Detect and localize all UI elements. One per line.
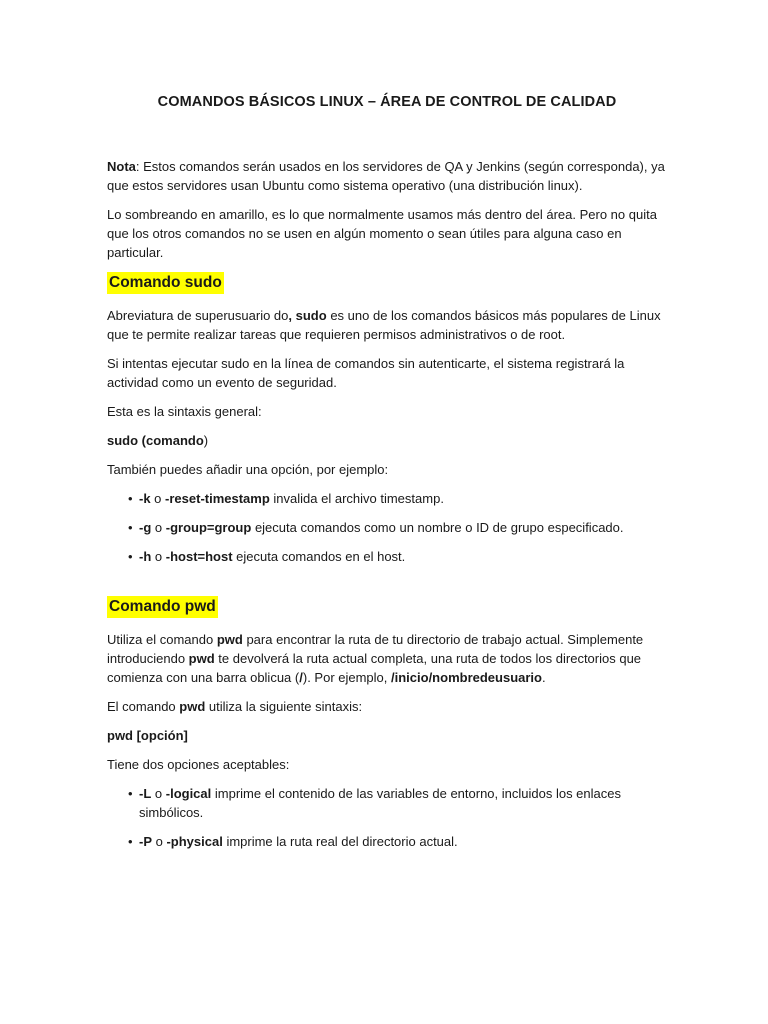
option-short: -P <box>139 834 152 849</box>
sudo-desc-text: Abreviatura de superusuario do <box>107 308 289 323</box>
option-description: invalida el archivo timestamp. <box>269 491 444 506</box>
pwd-desc-text-2: para encontrar la ruta de tu directorio de trabajo actual. Simplemente introduciendo <box>107 632 644 666</box>
pwd-description <box>107 630 667 687</box>
option-short: -g <box>139 520 152 535</box>
option-separator: o <box>152 834 167 849</box>
note-paragraph <box>107 157 667 195</box>
option-description: ejecuta comandos como un nombre o ID de grupo especificado. <box>251 520 624 535</box>
pwd-syntax-text: El comando <box>107 699 180 714</box>
option-long: -physical <box>166 834 223 849</box>
sudo-syntax-intro: Esta es la sintaxis general: <box>107 404 262 419</box>
option-description: imprime la ruta real del directorio actual. <box>222 834 458 849</box>
option-separator: o <box>151 520 166 535</box>
option-description: ejecuta comandos en el host. <box>232 549 406 564</box>
list-item <box>107 784 667 822</box>
sudo-security-paragraph: Si intentas ejecutar sudo en la línea de comandos sin autenticarte, el sistema registrará la actividad como un evento de seguridad. <box>107 356 625 390</box>
pwd-command-name: pwd <box>216 632 243 647</box>
option-long: -logical <box>165 786 212 801</box>
list-item <box>107 547 667 566</box>
bullet-icon: • <box>128 549 133 564</box>
list-item <box>107 832 667 851</box>
bullet-icon: • <box>128 786 133 801</box>
pwd-syntax <box>107 726 667 745</box>
bullet-icon: • <box>128 520 133 535</box>
pwd-slash: / <box>299 670 303 685</box>
option-description: imprime el contenido de las variables de entorno, incluidos los enlaces simbólicos. <box>139 786 621 820</box>
option-long: -host=host <box>165 549 233 564</box>
pwd-example-path: /inicio/nombredeusuario <box>391 670 542 685</box>
section-sudo <box>107 272 667 306</box>
option-long: -reset-timestamp <box>165 491 270 506</box>
option-short: -k <box>139 491 151 506</box>
list-item <box>107 489 667 508</box>
pwd-options-intro: Tiene dos opciones aceptables: <box>107 757 290 772</box>
pwd-syntax-intro <box>107 697 667 716</box>
option-separator: o <box>151 786 166 801</box>
sudo-syntax-paren: ) <box>203 433 209 448</box>
sudo-command-name: sudo <box>295 308 327 323</box>
pwd-syntax-cmd: pwd <box>179 699 206 714</box>
sudo-options-intro: También puedes añadir una opción, por ejemplo: <box>107 462 389 477</box>
option-short: -L <box>139 786 152 801</box>
sudo-heading: Comando sudo <box>107 272 224 294</box>
pwd-heading: Comando pwd <box>107 596 218 618</box>
pwd-syntax-text-2: utiliza la siguiente sintaxis: <box>205 699 363 714</box>
document-body <box>107 93 667 861</box>
bullet-icon: • <box>128 491 133 506</box>
pwd-syntax-code: pwd [opción] <box>107 728 188 743</box>
document-title: COMANDOS BÁSICOS LINUX – ÁREA DE CONTROL DE CALIDAD <box>157 94 617 110</box>
sudo-syntax-code: sudo (comando <box>107 433 204 448</box>
pwd-command-name-2: pwd <box>188 651 215 666</box>
bullet-icon: • <box>128 834 133 849</box>
intro-paragraph: Lo sombreando en amarillo, es lo que normalmente usamos más dentro del área. Pero no quita que los otros comandos no se usen en algún momento o sean útiles para alguna caso en particular. <box>107 207 657 260</box>
section-pwd <box>107 596 667 630</box>
option-short: -h <box>139 549 152 564</box>
pwd-desc-text-4: ). Por ejemplo, <box>302 670 392 685</box>
pwd-desc-text: Utiliza el comando <box>107 632 217 647</box>
option-long: -group=group <box>165 520 252 535</box>
sudo-options-list <box>107 489 667 566</box>
note-label: Nota <box>107 159 136 174</box>
pwd-desc-text-3: te devolverá la ruta actual completa, una ruta de todos los directorios que comienza con una barra oblicua ( <box>107 651 642 685</box>
option-separator: o <box>151 549 166 564</box>
list-item <box>107 518 667 537</box>
sudo-description <box>107 306 667 344</box>
sudo-desc-rest: es uno de los comandos básicos más populares de Linux que te permite realizar tareas que requieren permisos administrativos o de root. <box>107 308 661 342</box>
option-separator: o <box>150 491 166 506</box>
sudo-desc-comma: , <box>288 308 293 323</box>
pwd-options-list <box>107 784 667 851</box>
sudo-syntax <box>107 431 667 450</box>
pwd-desc-end: . <box>541 670 546 685</box>
note-text: : Estos comandos serán usados en los servidores de QA y Jenkins (según corresponda), ya que estos servidores usan Ubuntu como sistema operativo (una distribución linux). <box>107 159 665 193</box>
